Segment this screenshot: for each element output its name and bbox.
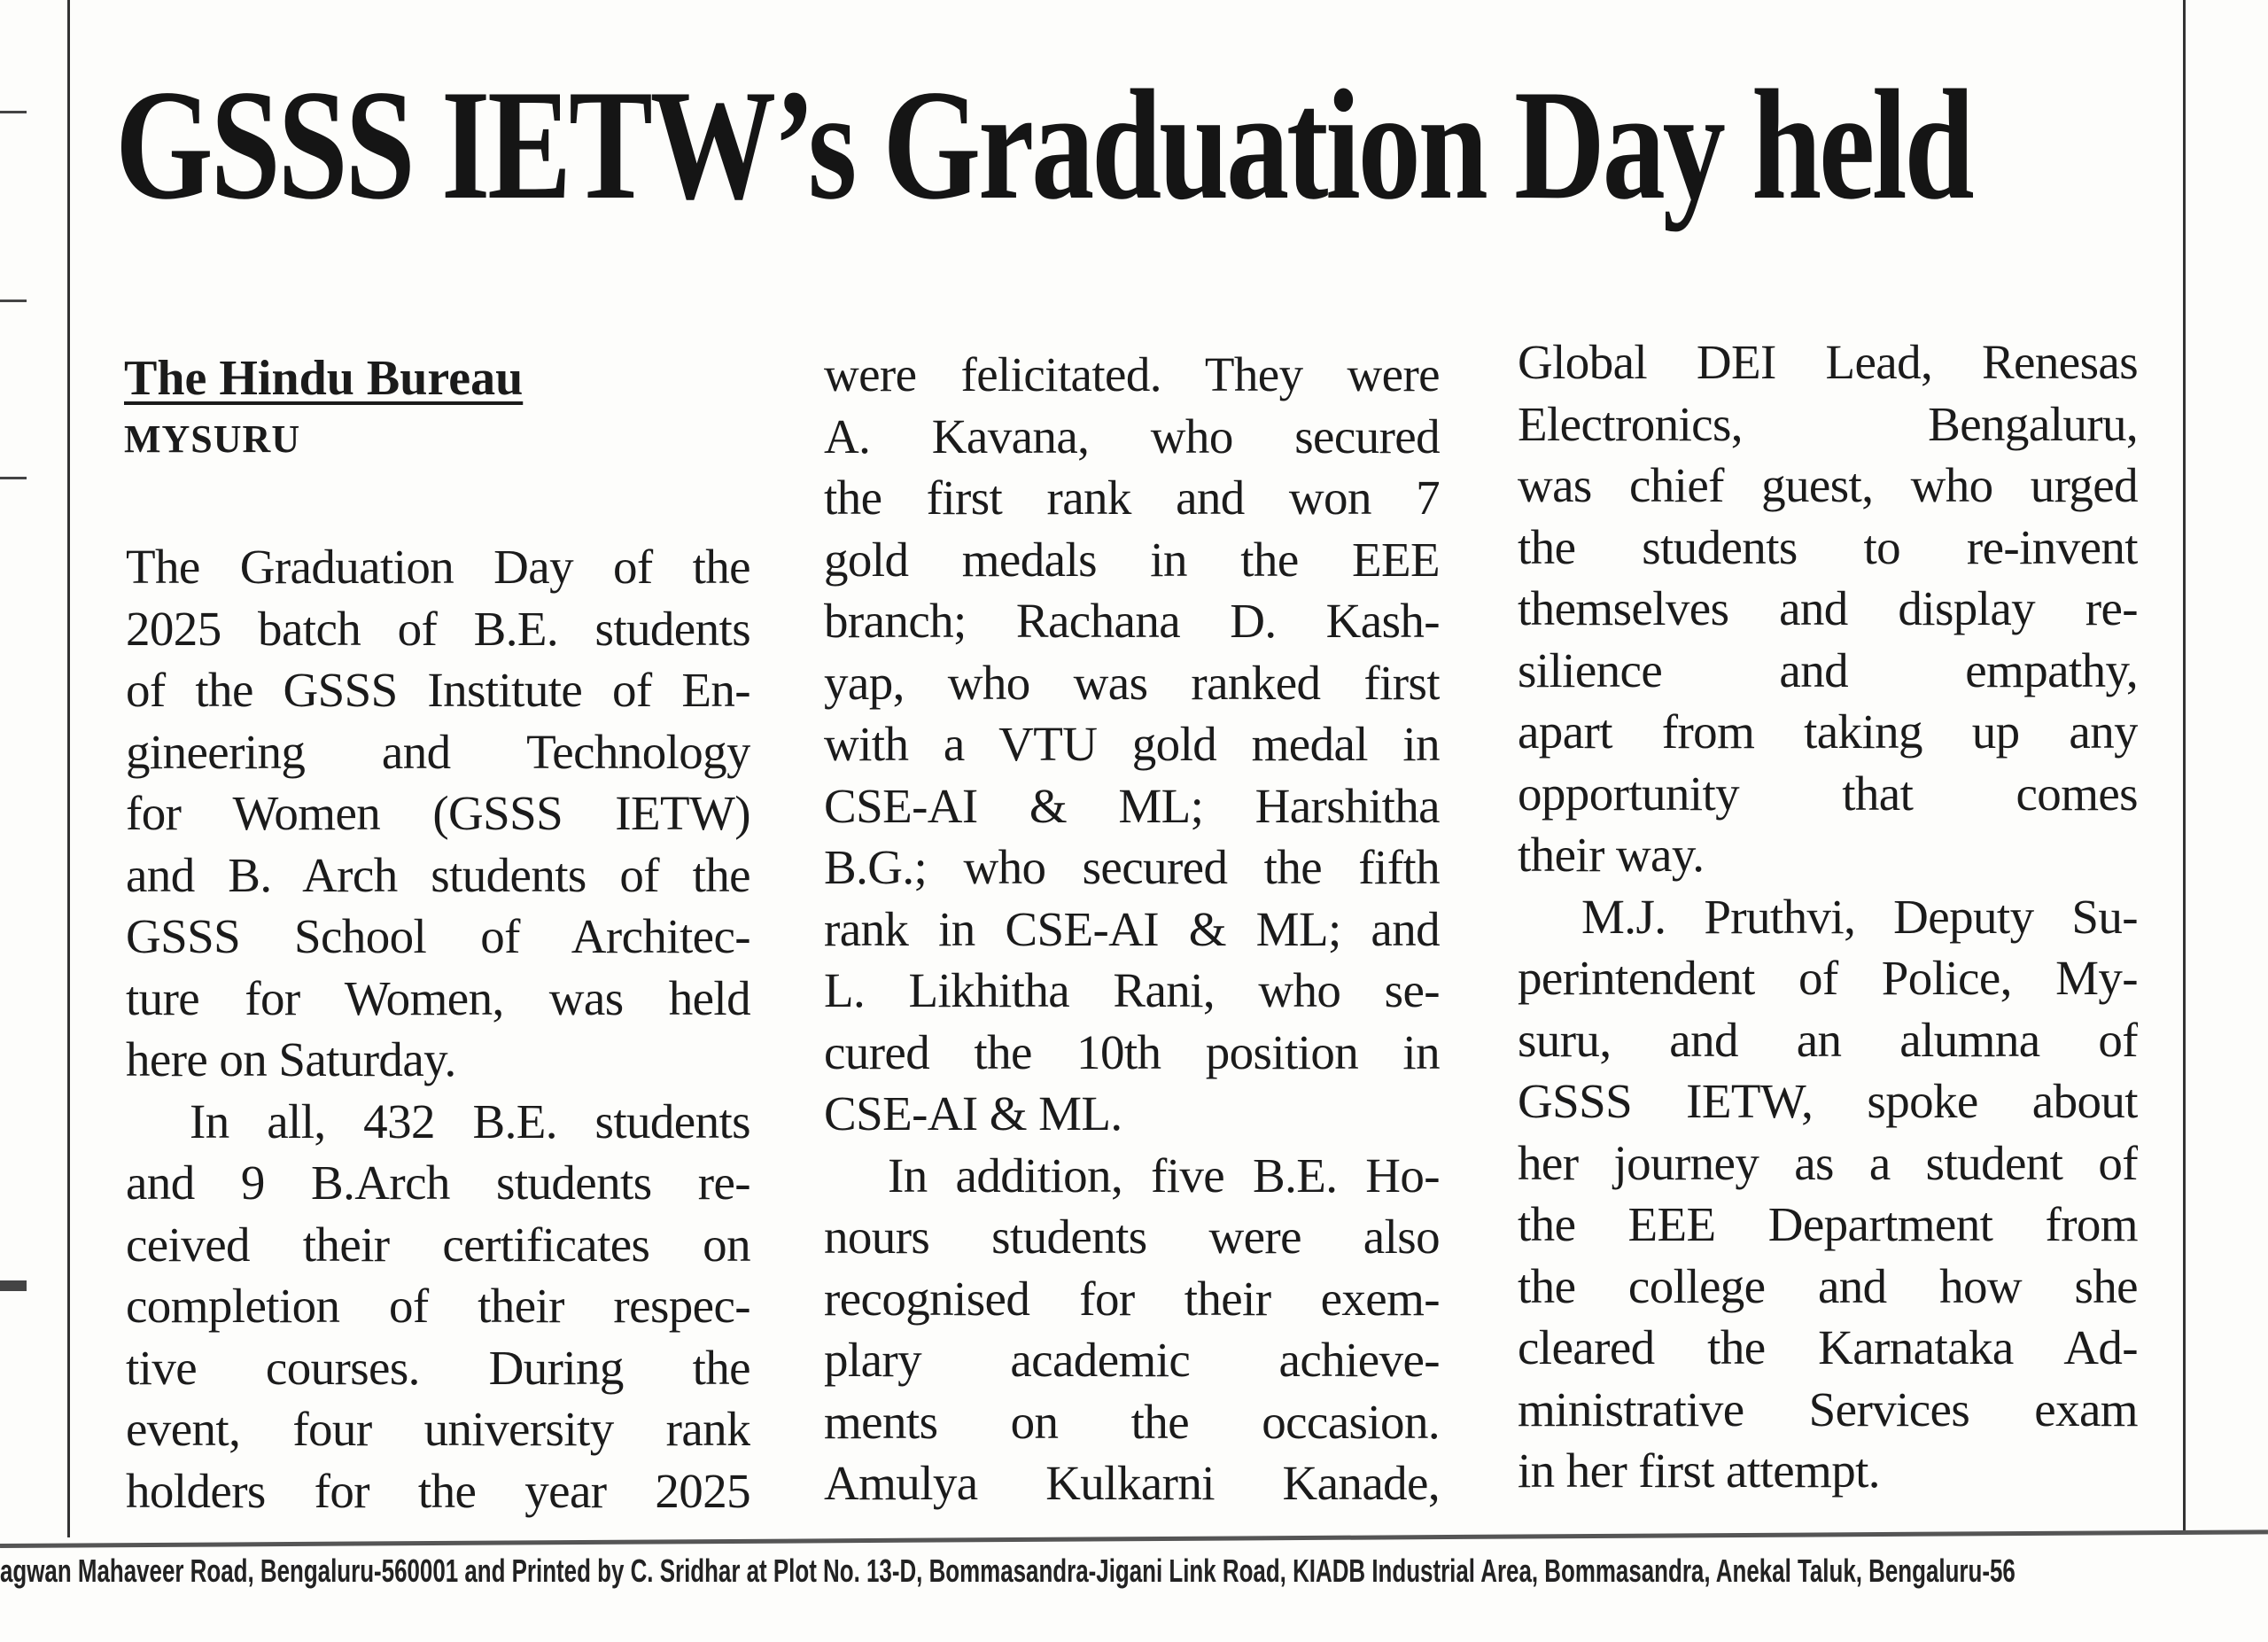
article-line: recognised for their exem- [824,1271,1440,1326]
article-line: GSSS IETW, spoke about [1518,1074,2138,1128]
article-line: gineering and Technology [126,724,750,779]
article-line: for Women (GSSS IETW) [126,786,750,840]
article-line: GSSS School of Architec- [126,909,750,963]
article-line: In addition, five B.E. Ho- [888,1148,1440,1202]
article-line: ments on the occasion. [824,1394,1440,1449]
article-line: themselves and display re- [1518,581,2138,635]
article-line: were felicitated. They were [824,347,1440,401]
margin-rule [0,477,27,479]
article-line: 2025 batch of B.E. students [126,601,750,656]
left-column-rule [67,0,70,1537]
article-line: Electronics, Bengaluru, [1518,396,2138,451]
article-line: suru, and an alumna of [1518,1012,2138,1067]
article-line: the EEE Department from [1518,1197,2138,1251]
article-line: holders for the year 2025 [126,1463,750,1518]
dateline: MYSURU [124,417,301,461]
article-line: A. Kavana, who secured [824,409,1440,463]
article-column-3 [1518,331,2138,1502]
article-line: of the GSSS Institute of En- [126,663,750,717]
article-line: CSE-AI & ML. [824,1086,1122,1140]
byline: The Hindu Bureau [124,351,524,406]
footer-rule [0,1529,2268,1548]
article-line: perintendent of Police, My- [1518,951,2138,1005]
article-line: with a VTU gold medal in [824,717,1440,771]
right-column-rule [2183,0,2186,1533]
article-line: rank in CSE-AI & ML; and [824,901,1440,956]
article-line: L. Likhitha Rani, who se- [824,963,1440,1017]
imprint-footer: agwan Mahaveer Road, Bengaluru-560001 and Printed by C. Sridhar at Plot No. 13-D, Bommasandra-Jigani Link Road, KIADB Industrial Area, Bommasandra, Anekal Taluk, Bengaluru-56 [0,1553,2016,1589]
article-line: Amulya Kulkarni Kanade, [824,1456,1440,1510]
article-line: CSE-AI & ML; Harshitha [824,778,1440,833]
article-line: tive courses. During the [126,1340,750,1395]
headline: GSSS IETW’s Graduation Day held [115,57,1972,232]
article-line: The Graduation Day of the [126,540,750,594]
article-line: the first rank and won 7 [824,471,1440,525]
article-line: apart from taking up any [1518,704,2138,759]
article-line: opportunity that comes [1518,766,2138,821]
article-column-2 [824,344,1440,1514]
article-line: Global DEI Lead, Renesas [1518,335,2138,389]
article-line: B.G.; who secured the fifth [824,840,1440,894]
article-line: ministrative Services exam [1518,1381,2138,1436]
margin-rule [0,111,27,113]
article-line: silience and empathy, [1518,642,2138,697]
article-line: in her first attempt. [1518,1444,1880,1498]
article-line: was chief guest, who urged [1518,458,2138,512]
article-line: gold medals in the EEE [824,532,1440,587]
article-line: cured the 10th position in [824,1024,1440,1079]
article-line: nours students were also [824,1210,1440,1264]
article-line: here on Saturday. [126,1032,456,1086]
article-line: the college and how she [1518,1258,2138,1313]
article-line: her journey as a student of [1518,1135,2138,1190]
article-line: yap, who was ranked first [824,655,1440,710]
article-line: M.J. Pruthvi, Deputy Su- [1581,889,2138,944]
article-line: completion of their respec- [126,1279,750,1333]
article-line: their way. [1518,828,1705,882]
article-line: ture for Women, was held [126,970,750,1025]
margin-rule [0,300,27,302]
article-line: branch; Rachana D. Kash- [824,594,1440,648]
article-line: plary academic achieve- [824,1333,1440,1387]
article-line: ceived their certificates on [126,1217,750,1272]
margin-rule [0,1280,27,1291]
article-line: In all, 432 B.E. students [190,1093,750,1148]
article-line: and B. Arch students of the [126,847,750,902]
article-line: the students to re-invent [1518,519,2138,574]
article-line: event, four university rank [126,1402,750,1456]
article-line: cleared the Karnataka Ad- [1518,1320,2138,1374]
article-column-1 [126,536,750,1521]
article-line: and 9 B.Arch students re- [126,1156,750,1210]
